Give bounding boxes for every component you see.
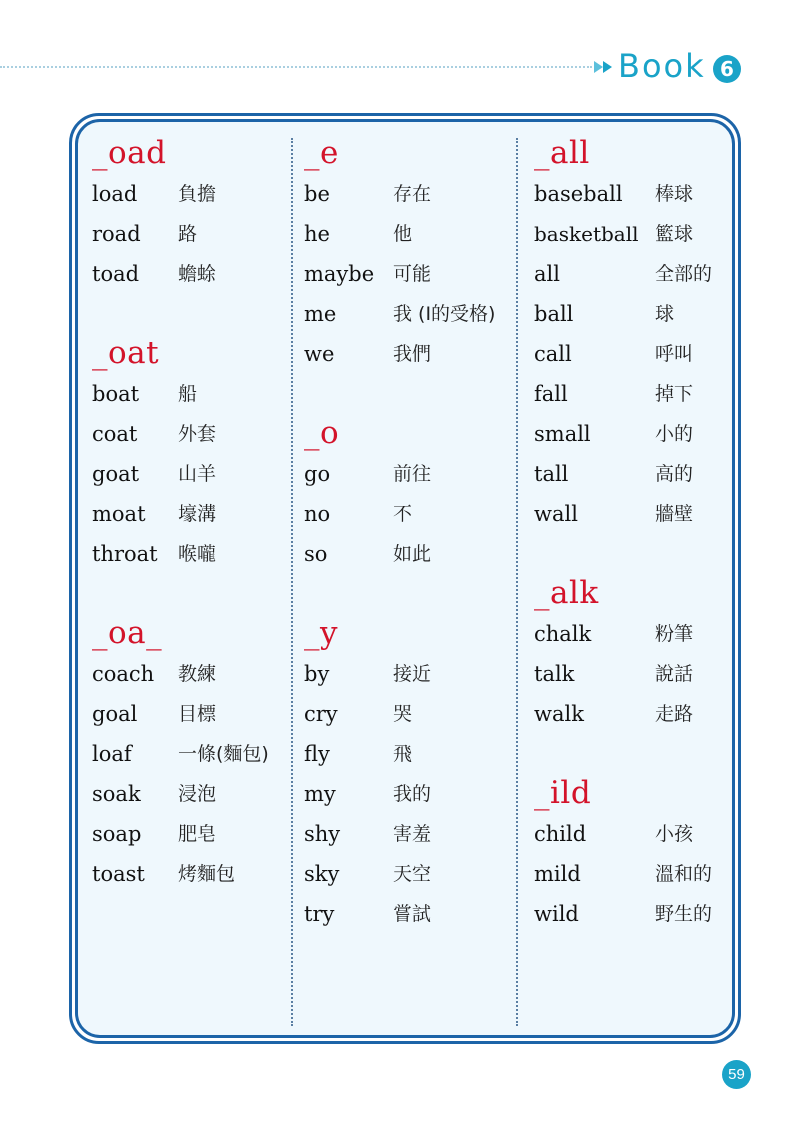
list-item	[304, 454, 495, 494]
list-item	[534, 174, 712, 214]
word-zh: 外套	[178, 423, 217, 445]
word-zh: 教練	[178, 663, 217, 685]
list-item	[92, 214, 269, 254]
word-zh: 小的	[655, 423, 694, 445]
list-item	[92, 454, 269, 494]
list-item	[92, 734, 269, 774]
spacer	[534, 534, 712, 574]
list-item	[534, 254, 712, 294]
word-en: try	[304, 902, 335, 926]
word-zh: 棒球	[655, 183, 694, 205]
word-zh: 掉下	[655, 383, 694, 405]
word-zh: 船	[178, 383, 198, 405]
list-item	[534, 334, 712, 374]
list-item	[304, 174, 495, 214]
word-en: moat	[92, 502, 146, 526]
group-title: _y	[304, 615, 339, 651]
word-en: fall	[534, 382, 568, 406]
word-en: road	[92, 222, 141, 246]
list-item	[304, 294, 495, 334]
word-en: he	[304, 222, 330, 246]
list-item	[92, 654, 269, 694]
word-zh: 喉嚨	[178, 543, 217, 565]
column-2	[304, 134, 495, 934]
word-en: goat	[92, 462, 140, 486]
list-item	[304, 654, 495, 694]
list-item	[304, 814, 495, 854]
group-oa	[92, 614, 269, 894]
word-en: ball	[534, 302, 574, 326]
word-zh: 害羞	[393, 823, 432, 845]
list-item	[92, 534, 269, 574]
word-en: small	[534, 422, 591, 446]
word-en: coach	[92, 662, 155, 686]
word-en: soap	[92, 822, 142, 846]
word-en: we	[304, 342, 335, 366]
group-title: _oat	[92, 335, 160, 371]
column-divider	[516, 138, 518, 1026]
word-zh: 蟾蜍	[178, 263, 217, 285]
word-en: wall	[534, 502, 578, 526]
list-item	[92, 374, 269, 414]
word-en: so	[304, 542, 328, 566]
group-e	[304, 134, 495, 374]
list-item	[534, 854, 712, 894]
list-item	[534, 214, 712, 254]
page-number-badge: 59	[722, 1060, 751, 1089]
list-item	[534, 414, 712, 454]
list-item	[92, 494, 269, 534]
list-item	[304, 254, 495, 294]
column-3	[534, 134, 712, 934]
word-zh: 肥皂	[178, 823, 217, 845]
spacer	[304, 574, 495, 614]
word-en: talk	[534, 662, 575, 686]
word-en: call	[534, 342, 572, 366]
group-all	[534, 134, 712, 534]
word-en: chalk	[534, 622, 592, 646]
list-item	[534, 654, 712, 694]
word-zh: 負擔	[178, 183, 217, 205]
list-item	[92, 694, 269, 734]
word-en: soak	[92, 782, 141, 806]
word-zh: 我的	[393, 783, 432, 805]
word-en: sky	[304, 862, 340, 886]
word-zh: 走路	[655, 703, 694, 725]
group-o	[304, 414, 495, 574]
group-title: _alk	[534, 575, 599, 611]
word-en: walk	[534, 702, 584, 726]
spacer	[304, 374, 495, 414]
double-arrow-right-icon	[592, 58, 618, 76]
word-zh: 野生的	[655, 903, 713, 925]
word-zh: 他	[393, 223, 413, 245]
list-item	[304, 774, 495, 814]
word-en: maybe	[304, 262, 375, 286]
list-item	[304, 894, 495, 934]
word-en: loaf	[92, 742, 132, 766]
word-en: cry	[304, 702, 338, 726]
word-zh: 前往	[393, 463, 432, 485]
list-item	[304, 334, 495, 374]
word-zh: 飛	[393, 743, 413, 765]
list-item	[92, 174, 269, 214]
list-item	[534, 694, 712, 734]
group-title: _all	[534, 135, 590, 171]
list-item	[534, 894, 712, 934]
word-en: all	[534, 262, 560, 286]
list-item	[92, 774, 269, 814]
word-en: toad	[92, 262, 140, 286]
list-item	[92, 854, 269, 894]
group-title: _ild	[534, 775, 592, 811]
book-number-badge: 6	[713, 55, 741, 83]
group-title: _oa_	[92, 615, 163, 651]
word-zh: 存在	[393, 183, 432, 205]
group-oat	[92, 334, 269, 574]
word-zh: 一條(麵包)	[178, 743, 269, 765]
word-en: toast	[92, 862, 145, 886]
word-zh: 不	[393, 503, 413, 525]
word-zh: 牆壁	[655, 503, 694, 525]
group-y	[304, 614, 495, 934]
column-1	[92, 134, 269, 894]
word-en: baseball	[534, 182, 623, 206]
word-en: coat	[92, 422, 138, 446]
word-zh: 我們	[393, 343, 432, 365]
word-zh: 壕溝	[178, 503, 217, 525]
list-item	[92, 254, 269, 294]
word-zh: 全部的	[655, 263, 713, 285]
word-zh: 小孩	[655, 823, 694, 845]
word-zh: 球	[655, 303, 675, 325]
word-en: by	[304, 662, 330, 686]
word-en: shy	[304, 822, 341, 846]
word-zh: 山羊	[178, 463, 217, 485]
header-dotted-line	[0, 66, 592, 68]
word-en: child	[534, 822, 587, 846]
list-item	[534, 454, 712, 494]
word-zh: 烤麵包	[178, 863, 236, 885]
list-item	[304, 734, 495, 774]
word-zh: 粉筆	[655, 623, 694, 645]
book-label: Book	[618, 47, 706, 85]
word-en: fly	[304, 742, 330, 766]
word-en: be	[304, 182, 330, 206]
word-zh: 高的	[655, 463, 694, 485]
group-title: _o	[304, 415, 340, 451]
word-en: me	[304, 302, 337, 326]
word-zh: 浸泡	[178, 783, 217, 805]
list-item	[304, 214, 495, 254]
list-item	[92, 414, 269, 454]
word-zh: 哭	[393, 703, 413, 725]
column-divider	[291, 138, 293, 1026]
list-item	[304, 694, 495, 734]
word-en: go	[304, 462, 331, 486]
word-zh: 呼叫	[655, 343, 694, 365]
list-item	[304, 854, 495, 894]
spacer	[92, 294, 269, 334]
list-item	[534, 374, 712, 414]
list-item	[534, 814, 712, 854]
word-zh: 可能	[393, 263, 432, 285]
group-title: _e	[304, 135, 339, 171]
list-item	[92, 814, 269, 854]
word-en: mild	[534, 862, 581, 886]
spacer	[534, 734, 712, 774]
word-zh: 接近	[393, 663, 432, 685]
word-zh: 天空	[393, 863, 432, 885]
word-en: basketball	[534, 222, 639, 246]
word-en: goal	[92, 702, 138, 726]
list-item	[304, 494, 495, 534]
group-ild	[534, 774, 712, 934]
word-zh: 目標	[178, 703, 217, 725]
spacer	[92, 574, 269, 614]
group-title: _oad	[92, 135, 167, 171]
word-zh: 我 (I的受格)	[393, 303, 496, 325]
word-zh: 嘗試	[393, 903, 432, 925]
word-en: load	[92, 182, 138, 206]
word-en: wild	[534, 902, 579, 926]
word-zh: 路	[178, 223, 198, 245]
word-zh: 籃球	[655, 223, 694, 245]
list-item	[534, 294, 712, 334]
group-alk	[534, 574, 712, 734]
word-zh: 說話	[655, 663, 694, 685]
word-en: my	[304, 782, 336, 806]
word-zh: 溫和的	[655, 863, 713, 885]
word-en: throat	[92, 542, 158, 566]
group-oad	[92, 134, 269, 294]
word-en: tall	[534, 462, 569, 486]
list-item	[534, 494, 712, 534]
word-zh: 如此	[393, 543, 432, 565]
word-en: no	[304, 502, 331, 526]
list-item	[304, 534, 495, 574]
list-item	[534, 614, 712, 654]
word-en: boat	[92, 382, 140, 406]
